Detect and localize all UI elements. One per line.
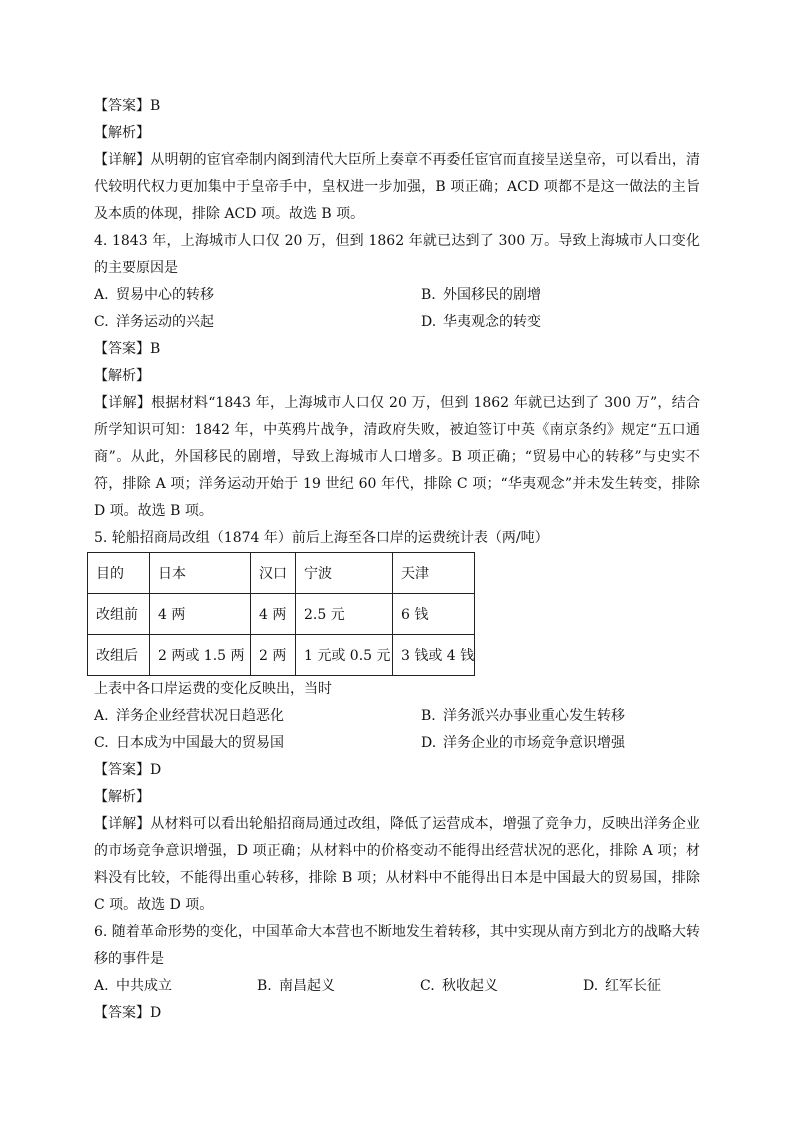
option-d[interactable]: D. 洋务企业的市场竞争意识增强 <box>421 735 625 751</box>
table-row <box>88 594 475 635</box>
table-cell: 2 两或 1.5 两 <box>150 635 251 676</box>
question-stem: 6. 随着革命形势的变化，中国革命大本营也不断地发生着转移，其中实现从南方到北方的战略大转移的事件是 <box>94 924 700 967</box>
table-header-cell: 日本 <box>150 553 251 594</box>
detail-paragraph: 【详解】从材料可以看出轮船招商局通过改组，降低了运营成本，增强了竞争力，反映出洋务企业的市场竞争意识增强，D 项正确；从材料中的价格变动不能得出经营状况的恶化，排除 A 项；材料没有比较，不能得出重心转移，排除 B 项；从材料中不能得出日本是中国最大的贸易国，排除 C 项。故选 D 项。 <box>94 816 700 913</box>
table-cell: 2.5 元 <box>296 594 393 635</box>
option-a[interactable]: A. 洋务企业经营状况日趋恶化 <box>94 708 284 724</box>
table-cell: 4 两 <box>150 594 251 635</box>
option-a[interactable]: A. 贸易中心的转移 <box>94 287 214 303</box>
detail-paragraph: 【详解】从明朝的宦官牵制内阁到清代大臣所上奏章不再委任宦官而直接呈送皇帝，可以看出，清代较明代权力更加集中于皇帝手中，皇权进一步加强，B 项正确；ACD 项都不是这一做法的主旨及本质的体现，排除 ACD 项。故选 B 项。 <box>94 152 700 222</box>
table-cell: 1 元或 0.5 元 <box>296 635 393 676</box>
table-cell: 改组前 <box>88 594 150 635</box>
table-cell: 4 两 <box>251 594 296 635</box>
analysis-label: 【解析】 <box>94 789 150 805</box>
option-b[interactable]: B. 南昌起义 <box>257 978 335 994</box>
analysis-label: 【解析】 <box>94 125 150 141</box>
question-stem: 5. 轮船招商局改组（1874 年）前后上海至各口岸的运费统计表（两/吨） <box>94 530 549 546</box>
options-row <box>94 309 700 336</box>
table-cell: 6 钱 <box>393 594 475 635</box>
option-b[interactable]: B. 外国移民的剧增 <box>421 287 541 303</box>
table-cell: 改组后 <box>88 635 150 676</box>
answer-label: 【答案】D <box>94 762 162 778</box>
options-row <box>94 973 700 1000</box>
option-a[interactable]: A. 中共成立 <box>94 978 172 994</box>
table-cell: 3 钱或 4 钱 <box>393 635 475 676</box>
question-text: 上表中各口岸运费的变化反映出，当时 <box>94 681 332 697</box>
options-row <box>94 730 700 757</box>
question-stem: 4. 1843 年，上海城市人口仅 20 万，但到 1862 年就已达到了 300 万。导致上海城市人口变化的主要原因是 <box>94 233 700 276</box>
table-header-cell: 天津 <box>393 553 475 594</box>
option-d[interactable]: D. 华夷观念的转变 <box>421 314 541 330</box>
option-c[interactable]: C. 日本成为中国最大的贸易国 <box>94 735 284 751</box>
answer-label: 【答案】B <box>94 341 161 357</box>
options-row <box>94 703 700 730</box>
option-c[interactable]: C. 秋收起义 <box>420 978 498 994</box>
freight-table <box>87 552 475 676</box>
answer-label: 【答案】B <box>94 98 161 114</box>
table-header-cell: 目的 <box>88 553 150 594</box>
answer-label: 【答案】D <box>94 1005 162 1021</box>
page-content <box>94 93 700 1027</box>
detail-paragraph: 【详解】根据材料“1843 年，上海城市人口仅 20 万，但到 1862 年就已达到了 300 万”，结合所学知识可知：1842 年，中英鸦片战争，清政府失败，被迫签订中英《南京条约》规定“五口通商”。从此，外国移民的剧增，导致上海城市人口增多。B 项正确；“贸易中心的转移”与史实不符，排除 A 项；洋务运动开始于 19 世纪 60 年代，排除 C 项；“华夷观念”并未发生转变，排除 D 项。故选 B 项。 <box>94 395 700 519</box>
table-header-cell: 汉口 <box>251 553 296 594</box>
option-b[interactable]: B. 洋务派兴办事业重心发生转移 <box>421 708 625 724</box>
table-cell: 2 两 <box>251 635 296 676</box>
option-c[interactable]: C. 洋务运动的兴起 <box>94 314 214 330</box>
option-d[interactable]: D. 红军长征 <box>583 978 661 994</box>
options-row <box>94 282 700 309</box>
analysis-label: 【解析】 <box>94 368 150 384</box>
table-header-row <box>88 553 475 594</box>
table-row <box>88 635 475 676</box>
table-header-cell: 宁波 <box>296 553 393 594</box>
